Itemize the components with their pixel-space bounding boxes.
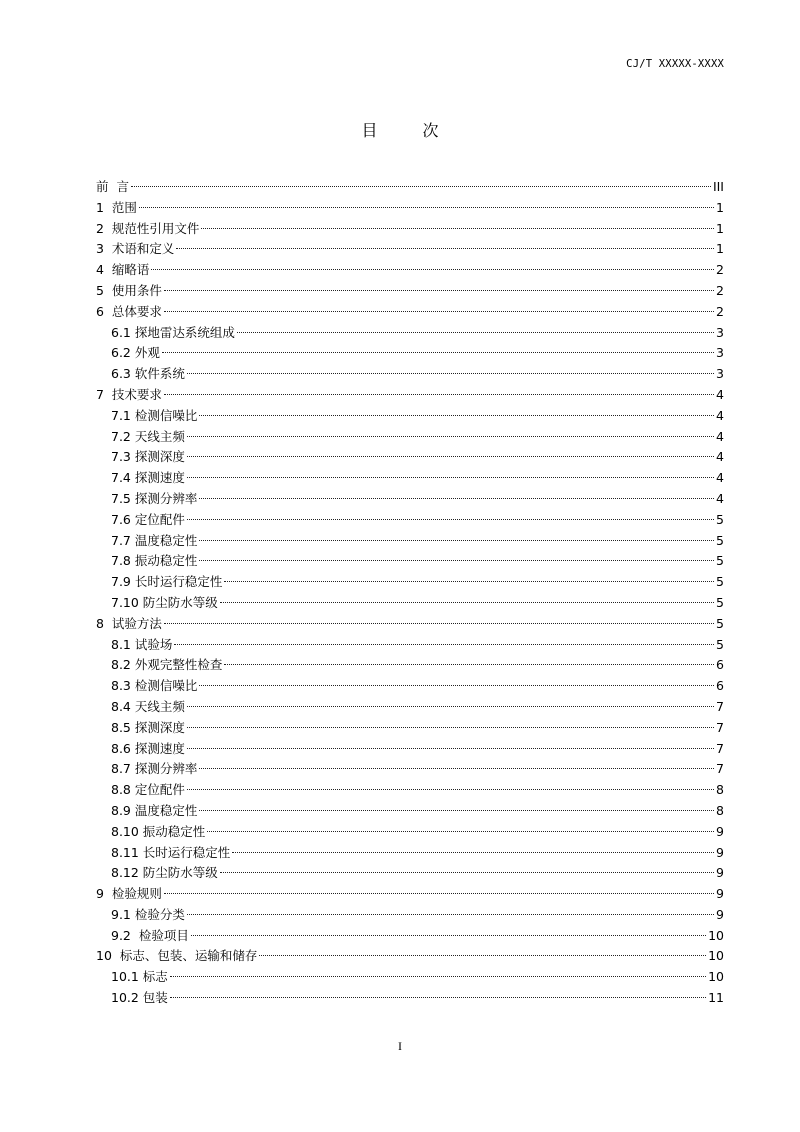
toc-entry-page: 5 — [716, 511, 724, 527]
toc-entry-page: 3 — [716, 324, 724, 340]
toc-entry-label: 10.1 标志 — [111, 969, 168, 985]
toc-entry-label: 7.8 振动稳定性 — [111, 553, 198, 569]
toc-entry[interactable] — [96, 447, 724, 468]
toc-entry[interactable] — [96, 468, 724, 489]
toc-entry[interactable] — [96, 946, 724, 967]
toc-entry[interactable] — [96, 759, 724, 780]
toc-entry-label: 3 术语和定义 — [96, 241, 175, 257]
toc-entry[interactable] — [96, 260, 724, 281]
toc-entry-page: 6 — [716, 678, 724, 694]
toc-entry[interactable] — [96, 593, 724, 614]
toc-dot-leader — [187, 727, 714, 728]
toc-entry-page: 1 — [716, 241, 724, 257]
toc-entry-label: 7 技术要求 — [96, 386, 162, 402]
toc-entry-label: 10.2 包装 — [111, 990, 168, 1006]
toc-dot-leader — [174, 644, 714, 645]
toc-entry-label: 8 试验方法 — [96, 615, 162, 631]
toc-dot-leader — [176, 248, 714, 249]
toc-dot-leader — [199, 685, 714, 686]
toc-entry[interactable] — [96, 697, 724, 718]
toc-dot-leader — [164, 290, 714, 291]
toc-entry-page: 2 — [716, 303, 724, 319]
toc-entry[interactable] — [96, 905, 724, 926]
toc-dot-leader — [170, 976, 706, 977]
toc-entry-label: 8.9 温度稳定性 — [111, 802, 198, 818]
toc-dot-leader — [201, 228, 714, 229]
toc-entry-page: 9 — [716, 906, 724, 922]
toc-entry-label: 7.9 长时运行稳定性 — [111, 574, 223, 590]
toc-entry-page: 4 — [716, 407, 724, 423]
toc-dot-leader — [131, 186, 711, 187]
toc-entry-label: 7.3 探测深度 — [111, 449, 185, 465]
toc-entry-label: 2 规范性引用文件 — [96, 220, 200, 236]
toc-entry-page: 5 — [716, 574, 724, 590]
toc-entry[interactable] — [96, 863, 724, 884]
toc-entry-page: 8 — [716, 802, 724, 818]
toc-entry[interactable] — [96, 988, 724, 1009]
toc-entry[interactable] — [96, 676, 724, 697]
toc-entry-page: 10 — [708, 948, 724, 964]
toc-entry[interactable] — [96, 614, 724, 635]
toc-entry-page: 5 — [716, 532, 724, 548]
toc-entry[interactable] — [96, 551, 724, 572]
toc-entry-label: 9.2 检验项目 — [111, 927, 189, 943]
toc-entry-page: 9 — [716, 844, 724, 860]
toc-entry-page: 4 — [716, 490, 724, 506]
toc-entry[interactable] — [96, 635, 724, 656]
toc-entry-label: 7.7 温度稳定性 — [111, 532, 198, 548]
toc-entry-label: 6 总体要求 — [96, 303, 162, 319]
toc-entry-page: 5 — [716, 553, 724, 569]
toc-entry-page: 8 — [716, 782, 724, 798]
toc-entry-label: 6.1 探地雷达系统组成 — [111, 324, 235, 340]
toc-entry[interactable] — [96, 822, 724, 843]
toc-entry-label: 7.10 防尘防水等级 — [111, 594, 218, 610]
toc-dot-leader — [220, 872, 714, 873]
toc-entry[interactable] — [96, 343, 724, 364]
toc-dot-leader — [232, 852, 714, 853]
toc-entry-label: 7.4 探测速度 — [111, 470, 185, 486]
toc-entry[interactable] — [96, 780, 724, 801]
toc-entry-page: 9 — [716, 823, 724, 839]
toc-entry-label: 8.2 外观完整性检查 — [111, 657, 223, 673]
toc-entry-page: 7 — [716, 740, 724, 756]
toc-entry-label: 8.10 振动稳定性 — [111, 823, 206, 839]
toc-entry-label: 8.8 定位配件 — [111, 782, 185, 798]
toc-entry-label: 8.1 试验场 — [111, 636, 173, 652]
toc-entry-page: 4 — [716, 470, 724, 486]
toc-dot-leader — [187, 373, 714, 374]
toc-dot-leader — [199, 540, 714, 541]
toc-entry[interactable] — [96, 302, 724, 323]
toc-entry[interactable] — [96, 406, 724, 427]
toc-entry-page: 4 — [716, 386, 724, 402]
toc-dot-leader — [259, 955, 706, 956]
toc-entry[interactable] — [96, 655, 724, 676]
table-of-contents — [96, 177, 724, 1009]
toc-entry-page: 11 — [708, 990, 724, 1006]
toc-entry-label: 8.4 天线主频 — [111, 698, 185, 714]
toc-entry-page: 4 — [716, 449, 724, 465]
toc-dot-leader — [224, 664, 714, 665]
toc-entry-label: 8.3 检测信噪比 — [111, 678, 198, 694]
toc-entry-page: 5 — [716, 636, 724, 652]
toc-entry-page: 7 — [716, 719, 724, 735]
toc-dot-leader — [199, 768, 714, 769]
toc-dot-leader — [164, 311, 714, 312]
toc-entry-page: 9 — [716, 865, 724, 881]
toc-entry-page: 1 — [716, 220, 724, 236]
toc-entry-page: 7 — [716, 698, 724, 714]
toc-entry-label: 6.2 外观 — [111, 345, 160, 361]
toc-entry[interactable] — [96, 531, 724, 552]
toc-entry[interactable] — [96, 323, 724, 344]
toc-dot-leader — [224, 581, 714, 582]
toc-dot-leader — [199, 498, 714, 499]
toc-entry[interactable] — [96, 427, 724, 448]
toc-entry[interactable] — [96, 177, 724, 198]
toc-entry[interactable] — [96, 239, 724, 260]
toc-dot-leader — [170, 997, 706, 998]
toc-dot-leader — [139, 207, 714, 208]
toc-entry-page: 5 — [716, 615, 724, 631]
toc-entry-page: 10 — [708, 927, 724, 943]
toc-entry-page: 4 — [716, 428, 724, 444]
toc-entry[interactable] — [96, 198, 724, 219]
toc-entry[interactable] — [96, 281, 724, 302]
toc-entry[interactable] — [96, 967, 724, 988]
toc-entry[interactable] — [96, 884, 724, 905]
toc-entry-label: 7.2 天线主频 — [111, 428, 185, 444]
toc-dot-leader — [164, 623, 714, 624]
toc-dot-leader — [237, 332, 714, 333]
toc-entry[interactable] — [96, 364, 724, 385]
toc-entry-label: 4 缩略语 — [96, 262, 150, 278]
toc-entry-page: III — [712, 179, 724, 194]
toc-entry-page: 1 — [716, 199, 724, 215]
toc-dot-leader — [187, 789, 714, 790]
toc-entry[interactable] — [96, 843, 724, 864]
toc-entry-page: 2 — [716, 282, 724, 298]
toc-entry-page: 10 — [708, 969, 724, 985]
toc-dot-leader — [187, 477, 714, 478]
toc-entry[interactable] — [96, 572, 724, 593]
toc-dot-leader — [191, 935, 706, 936]
toc-entry[interactable] — [96, 385, 724, 406]
toc-entry-label: 6.3 软件系统 — [111, 366, 185, 382]
toc-dot-leader — [199, 560, 714, 561]
toc-dot-leader — [151, 269, 714, 270]
toc-entry-label: 10 标志、包装、运输和储存 — [96, 948, 258, 964]
page-number: I — [398, 1039, 402, 1053]
toc-entry[interactable] — [96, 739, 724, 760]
toc-entry-page: 2 — [716, 262, 724, 278]
toc-dot-leader — [207, 831, 714, 832]
toc-dot-leader — [162, 352, 714, 353]
toc-dot-leader — [187, 519, 714, 520]
toc-dot-leader — [164, 893, 714, 894]
toc-entry-page: 3 — [716, 345, 724, 361]
toc-entry[interactable] — [96, 510, 724, 531]
toc-dot-leader — [199, 415, 714, 416]
toc-entry-label: 8.12 防尘防水等级 — [111, 865, 218, 881]
toc-entry[interactable] — [96, 489, 724, 510]
toc-entry-label: 1 范围 — [96, 199, 137, 215]
toc-entry-label: 8.6 探测速度 — [111, 740, 185, 756]
toc-entry-page: 9 — [716, 886, 724, 902]
toc-entry-page: 3 — [716, 366, 724, 382]
toc-dot-leader — [199, 810, 714, 811]
toc-entry-page: 5 — [716, 594, 724, 610]
toc-dot-leader — [187, 436, 714, 437]
toc-entry[interactable] — [96, 219, 724, 240]
toc-dot-leader — [187, 914, 714, 915]
toc-entry-label: 8.7 探测分辨率 — [111, 761, 198, 777]
toc-entry-label: 8.11 长时运行稳定性 — [111, 844, 231, 860]
toc-entry-label: 7.5 探测分辨率 — [111, 490, 198, 506]
toc-dot-leader — [187, 706, 714, 707]
toc-title: 目 次 — [361, 121, 459, 140]
toc-entry-label: 9 检验规则 — [96, 886, 162, 902]
toc-dot-leader — [187, 748, 714, 749]
toc-dot-leader — [220, 602, 714, 603]
toc-entry-label: 8.5 探测深度 — [111, 719, 185, 735]
toc-entry-label: 7.1 检测信噪比 — [111, 407, 198, 423]
toc-entry[interactable] — [96, 801, 724, 822]
document-code: CJ/T XXXXX-XXXX — [626, 58, 724, 70]
toc-dot-leader — [187, 456, 714, 457]
toc-dot-leader — [164, 394, 714, 395]
toc-entry[interactable] — [96, 926, 724, 947]
toc-entry[interactable] — [96, 718, 724, 739]
toc-entry-label: 9.1 检验分类 — [111, 906, 185, 922]
toc-entry-page: 7 — [716, 761, 724, 777]
toc-entry-label: 前 言 — [96, 179, 129, 194]
toc-entry-label: 7.6 定位配件 — [111, 511, 185, 527]
toc-entry-page: 6 — [716, 657, 724, 673]
toc-entry-label: 5 使用条件 — [96, 282, 162, 298]
